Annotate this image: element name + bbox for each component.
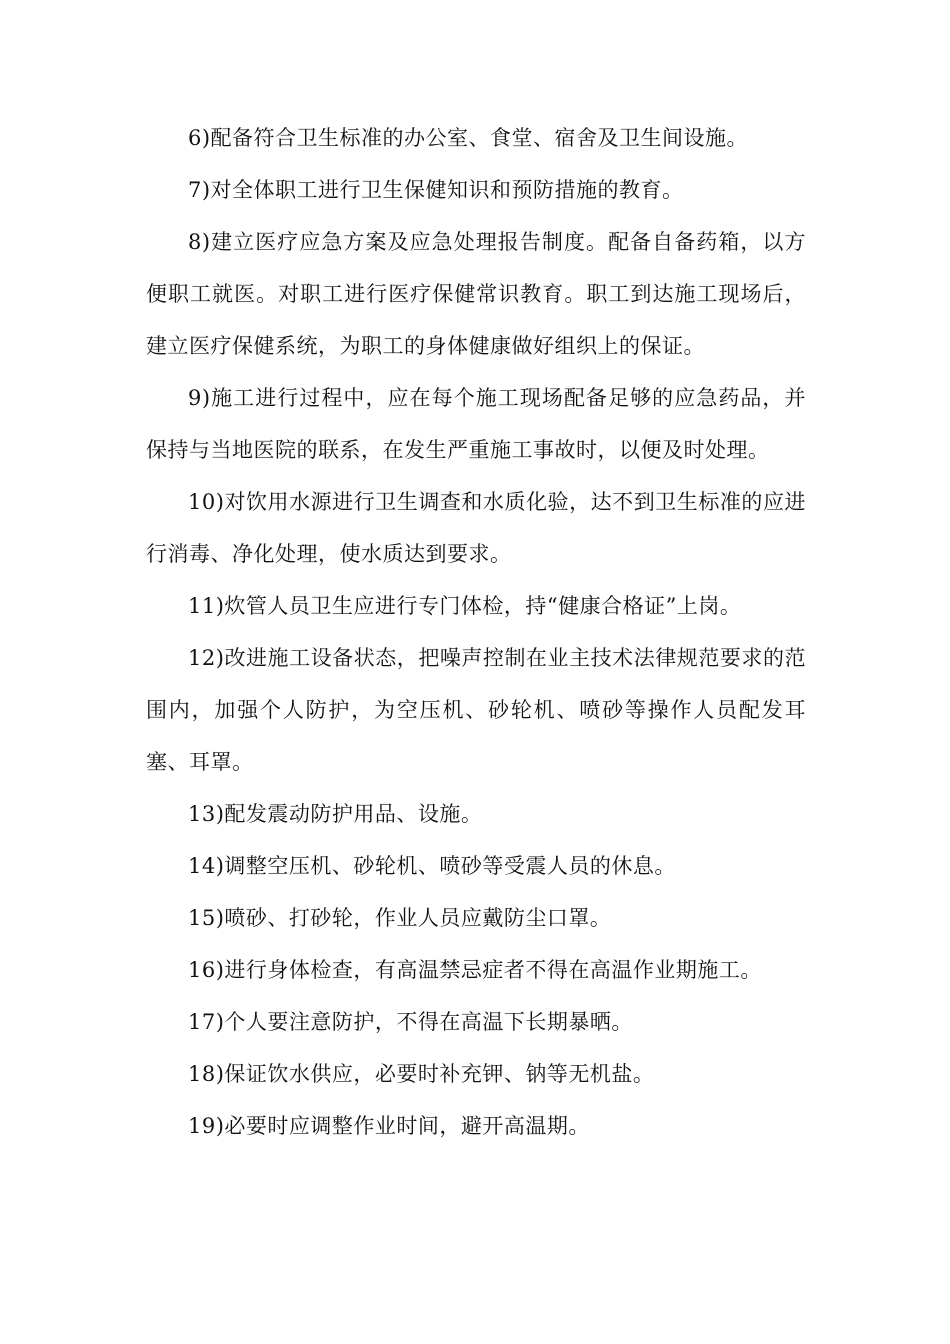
paragraph-item-10: 10)对饮用水源进行卫生调查和水质化验，达不到卫生标准的应进行消毒、净化处理，使水质达到要求。 [146, 490, 806, 566]
paragraph-item-7: 7)对全体职工进行卫生保健知识和预防措施的教育。 [188, 178, 684, 202]
document-page [146, 112, 806, 1152]
paragraph-item-15: 15)喷砂、打砂轮，作业人员应戴防尘口罩。 [188, 906, 612, 930]
paragraph-item-12: 12)改进施工设备状态，把噪声控制在业主技术法律规范要求的范围内，加强个人防护，为空压机、砂轮机、喷砂等操作人员配发耳塞、耳罩。 [146, 646, 806, 774]
paragraph-item-16: 16)进行身体检查，有高温禁忌症者不得在高温作业期施工。 [188, 958, 762, 982]
paragraph-item-11: 11)炊管人员卫生应进行专门体检，持“健康合格证”上岗。 [188, 594, 742, 618]
paragraph-item-8: 8)建立医疗应急方案及应急处理报告制度。配备自备药箱，以方便职工就医。对职工进行医疗保健常识教育。职工到达施工现场后，建立医疗保健系统，为职工的身体健康做好组织上的保证。 [146, 230, 806, 358]
paragraph-item-14: 14)调整空压机、砂轮机、喷砂等受震人员的休息。 [188, 854, 676, 878]
paragraph-item-6: 6)配备符合卫生标准的办公室、食堂、宿舍及卫生间设施。 [188, 126, 749, 150]
paragraph-item-18: 18)保证饮水供应，必要时补充钾、钠等无机盐。 [188, 1062, 655, 1086]
paragraph-item-17: 17)个人要注意防护，不得在高温下长期暴晒。 [188, 1010, 633, 1034]
paragraph-item-9: 9)施工进行过程中，应在每个施工现场配备足够的应急药品，并保持与当地医院的联系，在发生严重施工事故时，以便及时处理。 [146, 386, 806, 462]
paragraph-item-19: 19)必要时应调整作业时间，避开高温期。 [188, 1114, 590, 1138]
paragraph-item-13: 13)配发震动防护用品、设施。 [188, 802, 483, 826]
